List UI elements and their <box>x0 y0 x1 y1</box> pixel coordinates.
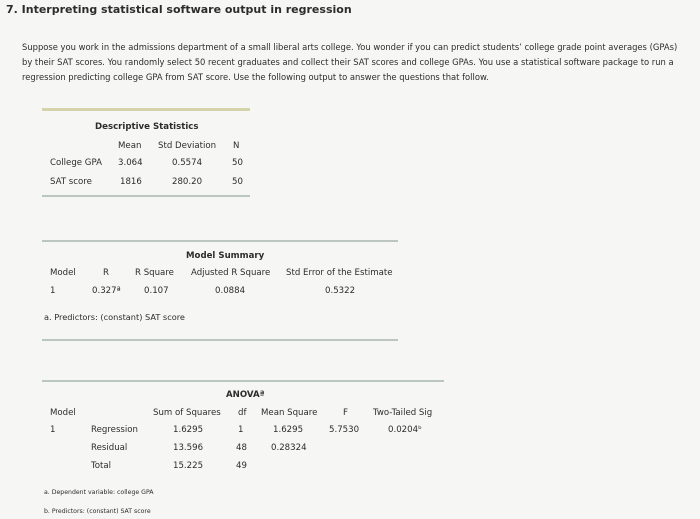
anova-title: ANOVAª <box>226 390 265 400</box>
anova-footnote-b: b. Predictors: (constant) SAT score <box>44 508 151 515</box>
anova-row-f: 5.7530 <box>329 425 360 435</box>
desc-row-n: 50 <box>232 177 243 187</box>
summary-row-se: 0.5322 <box>325 286 356 296</box>
anova-row-ss: 1.6295 <box>173 425 204 435</box>
desc-row-mean: 1816 <box>120 177 142 187</box>
desc-title: Descriptive Statistics <box>95 122 199 132</box>
anova-row-ms: 1.6295 <box>273 425 304 435</box>
summary-row-r: 0.327ª <box>92 286 121 296</box>
desc-top-rule <box>42 108 250 111</box>
desc-header-sd: Std Deviation <box>158 141 217 151</box>
anova-row-df: 48 <box>236 443 247 453</box>
anova-footnote-a: a. Dependent variable: college GPA <box>44 489 154 496</box>
desc-row-mean: 3.064 <box>118 158 143 168</box>
summary-header-se: Std Error of the Estimate <box>286 268 393 278</box>
summary-row-adj: 0.0884 <box>215 286 246 296</box>
summary-footnote: a. Predictors: (constant) SAT score <box>44 312 185 322</box>
anova-top-rule <box>42 380 444 382</box>
desc-header-n: N <box>233 141 240 151</box>
anova-header-f: F <box>343 408 348 418</box>
anova-row-label: Regression <box>91 425 139 435</box>
desc-row-sd: 280.20 <box>172 177 203 187</box>
summary-row-model: 1 <box>50 286 56 296</box>
anova-row-df: 1 <box>238 425 244 435</box>
desc-row-n: 50 <box>232 158 243 168</box>
anova-header-sig: Two-Tailed Sig <box>373 408 433 418</box>
anova-row-df: 49 <box>236 461 247 471</box>
anova-row-sig: 0.0204ᵇ <box>388 425 422 435</box>
summary-header-rsq: R Square <box>135 268 174 278</box>
summary-header-adj: Adjusted R Square <box>191 268 271 278</box>
desc-row-label: College GPA <box>50 158 102 168</box>
anova-header-model: Model <box>50 408 76 418</box>
anova-header-ms: Mean Square <box>261 408 318 418</box>
summary-top-rule <box>42 240 398 242</box>
desc-header-mean: Mean <box>118 141 142 151</box>
desc-bottom-rule <box>42 195 250 197</box>
summary-row-rsq: 0.107 <box>144 286 169 296</box>
desc-row-sd: 0.5574 <box>172 158 203 168</box>
question-intro: Suppose you work in the admissions department of a small liberal arts college. You wonder if you can predict students’ college grade point averages (GPAs) by their SAT scores. You randomly select 50 recent graduates and collect their SAT scores and college GPAs. You use a statistical software package to run a regression predicting college GPA from SAT score. Use the following output to answer the questions that follow. <box>22 42 678 82</box>
anova-model-number: 1 <box>50 425 56 435</box>
question-title: 7. Interpreting statistical software output in regression <box>6 3 352 16</box>
summary-header-r: R <box>103 268 109 278</box>
summary-header-model: Model <box>50 268 76 278</box>
anova-row-ss: 13.596 <box>173 443 204 453</box>
anova-row-label: Total <box>91 461 112 471</box>
desc-row-label: SAT score <box>50 177 92 187</box>
summary-title: Model Summary <box>186 251 265 261</box>
anova-header-ss: Sum of Squares <box>153 408 221 418</box>
summary-bottom-rule <box>42 339 398 341</box>
anova-header-df: df <box>238 408 247 418</box>
anova-row-label: Residual <box>91 443 128 453</box>
anova-row-ss: 15.225 <box>173 461 204 471</box>
anova-row-ms: 0.28324 <box>271 443 307 453</box>
